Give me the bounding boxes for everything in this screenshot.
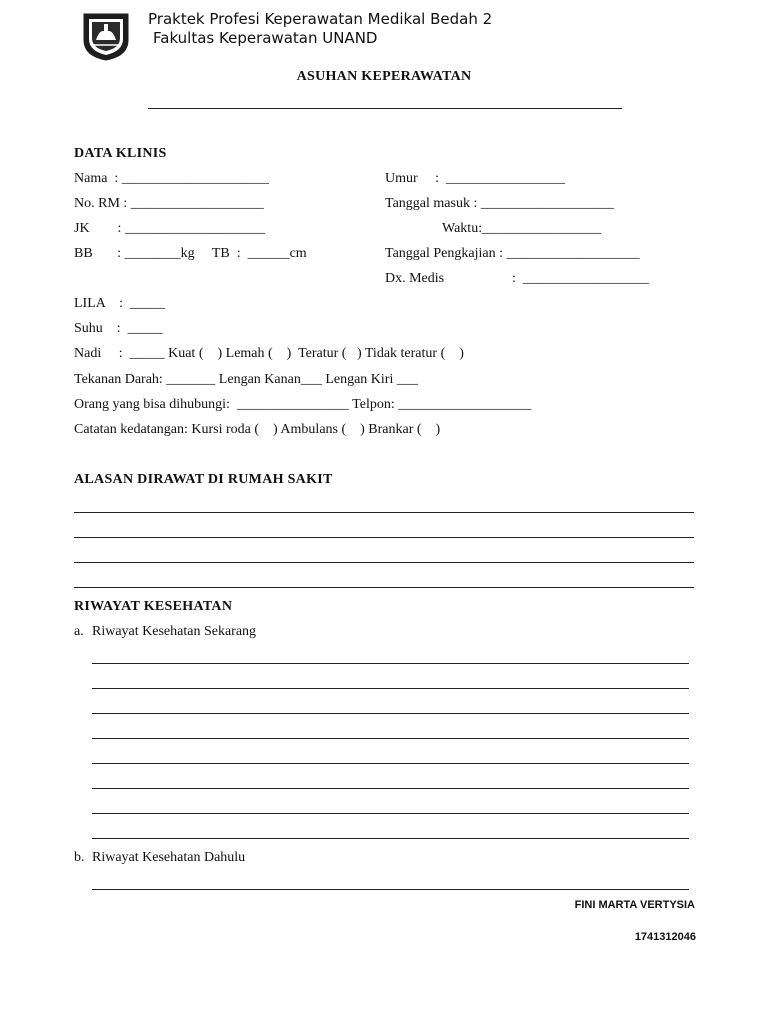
riwayat-sekarang-line: [92, 788, 689, 789]
field-no-rm: No. RM : ___________________: [74, 196, 264, 211]
field-nama: Nama : _____________________: [74, 171, 269, 186]
riwayat-sekarang-line: [92, 663, 689, 664]
field-nadi: Nadi : _____ Kuat ( ) Lemah ( ) Teratur ( ) Tidak teratur ( ): [74, 346, 464, 361]
header-line-2: Fakultas Keperawatan UNAND: [153, 29, 378, 47]
field-kedatangan: Catatan kedatangan: Kursi roda ( ) Ambulans ( ) Brankar ( ): [74, 422, 441, 437]
field-tekanan-darah: Tekanan Darah: _______ Lengan Kanan___ Lengan Kiri ___: [74, 372, 418, 387]
riwayat-sekarang-line: [92, 838, 689, 839]
field-umur: Umur : _________________: [385, 171, 566, 186]
item-a-text: Riwayat Kesehatan Sekarang: [92, 624, 257, 639]
item-b-text: Riwayat Kesehatan Dahulu: [92, 850, 246, 865]
header-line-1: Praktek Profesi Keperawatan Medikal Bedah 2: [148, 10, 493, 28]
field-suhu: Suhu : _____: [74, 321, 163, 336]
alasan-line: [74, 512, 694, 513]
page-title: ASUHAN KEPERAWATAN: [296, 69, 472, 84]
item-b-label: b.: [74, 850, 85, 865]
alasan-line: [74, 562, 694, 563]
alasan-line: [74, 587, 694, 588]
riwayat-sekarang-line: [92, 688, 689, 689]
riwayat-sekarang-line: [92, 738, 689, 739]
riwayat-sekarang-line: [92, 713, 689, 714]
field-jk: JK : ____________________: [74, 221, 265, 236]
title-rule: [148, 108, 622, 109]
field-kontak: Orang yang bisa dihubungi: ________________ Telpon: ___________________: [74, 397, 532, 412]
section-data-klinis: DATA KLINIS: [74, 146, 167, 161]
footer-id: 1741312046: [634, 931, 696, 943]
field-lila: LILA : _____: [74, 296, 165, 311]
field-dx-medis-label: Dx. Medis: [385, 271, 445, 286]
field-waktu: Waktu:_________________: [442, 221, 602, 236]
alasan-line: [74, 537, 694, 538]
section-riwayat-kesehatan: RIWAYAT KESEHATAN: [74, 599, 233, 614]
item-a-label: a.: [74, 624, 84, 639]
field-tanggal-pengkajian: Tanggal Pengkajian : ___________________: [385, 246, 640, 261]
footer-name: FINI MARTA VERTYSIA: [574, 899, 695, 911]
field-bb-tb: BB : ________kg TB : ______cm: [74, 246, 307, 261]
university-logo: [80, 10, 132, 62]
section-alasan-dirawat: ALASAN DIRAWAT DI RUMAH SAKIT: [74, 472, 333, 487]
field-dx-medis-blank: : __________________: [512, 271, 649, 286]
field-tanggal-masuk: Tanggal masuk : ___________________: [385, 196, 614, 211]
riwayat-sekarang-line: [92, 763, 689, 764]
riwayat-sekarang-line: [92, 813, 689, 814]
riwayat-dahulu-line: [92, 889, 689, 890]
